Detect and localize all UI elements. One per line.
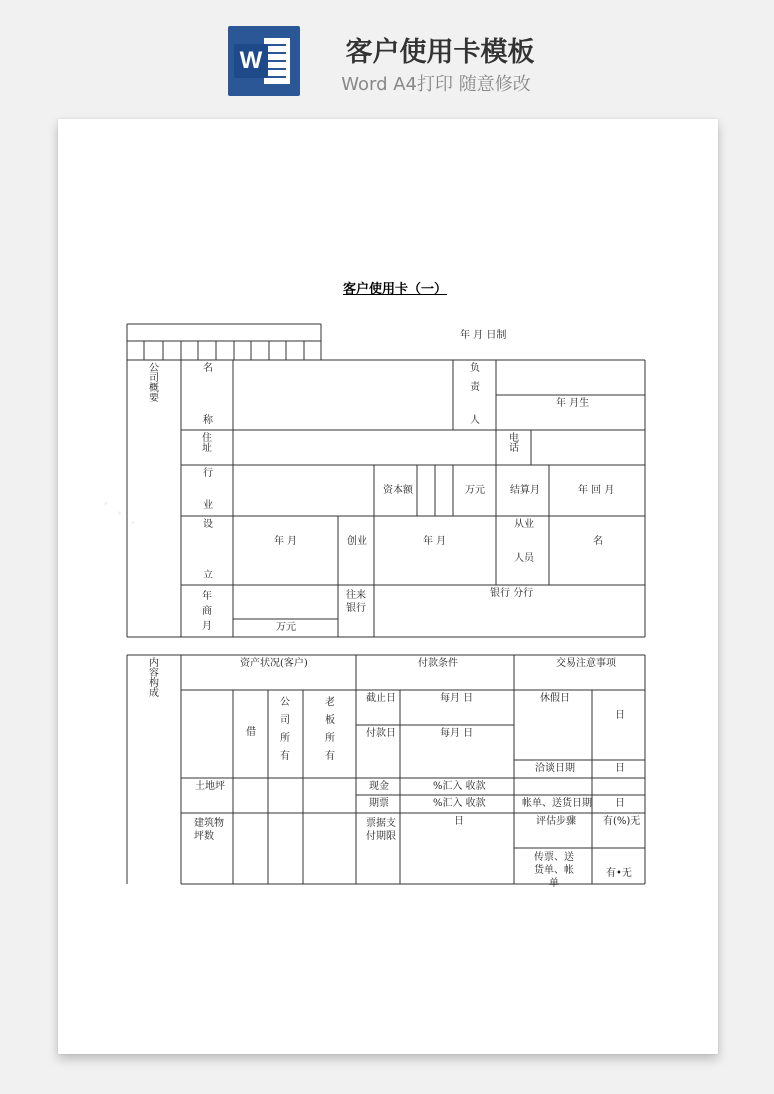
name-label-bottom: 称 xyxy=(203,415,213,426)
boss-owned-label: 老板所有 xyxy=(325,697,335,762)
capital-unit: 万元 xyxy=(465,485,485,496)
settle-value: 年 回 月 xyxy=(578,485,615,496)
cutoff-label: 截止日 xyxy=(366,693,396,704)
content-structure-label: 内容构成 xyxy=(149,658,159,699)
payment-header: 付款条件 xyxy=(418,658,458,669)
date-made-label: 年 月 日制 xyxy=(460,330,507,341)
bill-pay-unit: 日 xyxy=(454,816,464,827)
w-letter: W xyxy=(234,44,268,78)
template-title: 客户使用卡模板 xyxy=(345,37,535,68)
ledger-label: 帐单、送货日期 xyxy=(522,798,592,809)
holiday-unit: 日 xyxy=(615,710,625,721)
start-value: 年 月 xyxy=(423,536,447,547)
borrow-label: 借 xyxy=(246,727,256,738)
bill-label: 期票 xyxy=(369,798,389,809)
owner-label-mid: 责 xyxy=(470,382,480,393)
industry-label-top: 行 xyxy=(203,468,213,479)
annual-unit: 万元 xyxy=(276,622,296,633)
building-label: 建筑物坪数 xyxy=(194,818,224,842)
bill-value: %汇入 收款 xyxy=(433,798,486,809)
cutoff-value: 每月 日 xyxy=(440,693,474,704)
bank-value: 银行 分行 xyxy=(490,588,534,599)
holiday-label: 休假日 xyxy=(540,693,570,704)
bill-pay-label: 票据支付期限 xyxy=(366,818,396,842)
industry-label-bottom: 业 xyxy=(203,500,213,511)
invoice-label: 传票、送货单、帐单 xyxy=(534,852,574,889)
assets-header: 资产状况(客户) xyxy=(240,658,308,669)
invoice-value: 有•无 xyxy=(606,868,632,879)
company-owned-label: 公司所有 xyxy=(280,697,290,762)
staff-unit: 名 xyxy=(593,536,603,547)
owner-label-top: 负 xyxy=(470,363,480,374)
staff-label-top: 从业 xyxy=(514,519,534,530)
cash-label: 现金 xyxy=(369,781,389,792)
founded-label-top: 设 xyxy=(203,519,213,530)
pay-day-value: 每月 日 xyxy=(440,728,474,739)
company-overview-label: 公司概要 xyxy=(149,363,159,404)
pay-day-label: 付款日 xyxy=(366,728,396,739)
template-subtitle: Word A4打印 随意修改 xyxy=(341,74,531,95)
watermark: · · · xyxy=(93,489,145,539)
ledger-unit: 日 xyxy=(615,798,625,809)
owner-label-bottom: 人 xyxy=(470,415,480,426)
capital-label: 资本额 xyxy=(383,485,413,496)
annual-sales-label: 年商月 xyxy=(202,591,212,632)
birth-label: 年 月生 xyxy=(556,398,590,409)
card-title: 客户使用卡（一） xyxy=(343,282,448,297)
trade-header: 交易注意事项 xyxy=(556,658,616,669)
address-label: 住址 xyxy=(202,433,212,454)
start-label: 创业 xyxy=(347,536,367,547)
negotiate-label: 洽谈日期 xyxy=(535,763,575,774)
name-label-top: 名 xyxy=(203,363,213,374)
eval-label: 评估步骤 xyxy=(536,816,576,827)
cash-value: %汇入 收款 xyxy=(433,781,486,792)
bank-label: 往来银行 xyxy=(346,590,366,614)
negotiate-unit: 日 xyxy=(615,763,625,774)
settle-label: 结算月 xyxy=(510,485,540,496)
staff-label-bottom: 人员 xyxy=(514,553,534,564)
founded-label-bottom: 立 xyxy=(203,570,213,581)
eval-value: 有(%)无 xyxy=(603,816,641,827)
founded-value: 年 月 xyxy=(274,536,298,547)
land-label: 土地坪 xyxy=(195,781,225,792)
phone-label: 电话 xyxy=(509,433,519,454)
